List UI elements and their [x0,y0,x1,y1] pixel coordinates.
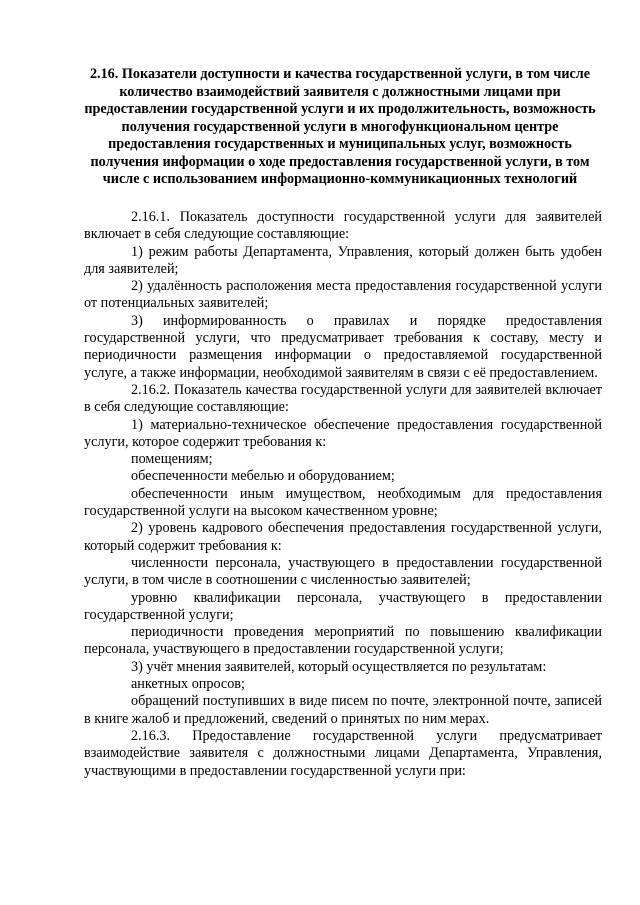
paragraph-2-16-2: 2.16.2. Показатель качества государственной услуги для заявителей включает в себя следующие составляющие: [84,381,602,416]
paragraph-2-16-3: 2.16.3. Предоставление государственной услуги предусматривает взаимодействие заявителя с должностными лицами Департамента, Управления, участвующими в предоставлении государственной услуги при: [84,727,602,779]
list-item-applicant-opinion: 3) учёт мнения заявителей, который осуществляется по результатам: [131,658,547,675]
list-item-informedness: 3) информированность о правилах и порядке предоставления государственной услуги, что предусматривает требования к составу, месту и периодичности размещения информации о предоставляемой государственной услуге, а также информации, необходимой заявителям в связи с её предоставлением. [84,312,602,381]
list-item-training-frequency: периодичности проведения мероприятий по повышению квалификации персонала, участвующего в предоставлении государственной услуги; [84,624,602,658]
list-item-appeals: обращений поступивших в виде писем по почте, электронной почте, записей в книге жалоб и предложений, сведений о принятых по ним мерах. [84,693,602,727]
section-body [84,209,602,780]
list-item-work-schedule: 1) режим работы Департамента, Управления, который должен быть удобен для заявителей; [84,243,602,277]
list-item-location-distance: 2) удалённость расположения места предоставления государственной услуги от потенциальных заявителей; [84,278,602,312]
list-item-surveys: анкетных опросов; [131,676,245,693]
list-item-premises: помещениям; [131,451,213,468]
list-item-staff-qualification: уровню квалификации персонала, участвующего в предоставлении государственной услуги; [84,589,602,623]
list-item-other-property: обеспеченности иным имуществом, необходимым для предоставления государственной услуги на высоком качественном уровне; [84,485,602,520]
list-item-furniture: обеспеченности мебелью и оборудованием; [131,468,395,485]
list-item-staff-count: численности персонала, участвующего в предоставлении государственной услуги, в том числе в соотношении с численностью заявителей; [84,554,602,589]
section-heading: 2.16. Показатели доступности и качества государственной услуги, в том числе количество взаимодействий заявителя с должностными лицами при предоставлении государственной услуги и их продолжительность, возможность получения государственной услуги в многофункциональном центре предоставления государственных и муниципальных услуг, возможность получения информации о ходе предоставления государственной услуги, в том числе с использованием информационно-коммуникационных технологий [84,66,596,187]
list-item-staffing-level: 2) уровень кадрового обеспечения предоставления государственной услуги, который содержит требования к: [84,520,602,554]
paragraph-2-16-1: 2.16.1. Показатель доступности государственной услуги для заявителей включает в себя следующие составляющие: [84,209,602,243]
list-item-material-support: 1) материально-техническое обеспечение предоставления государственной услуги, которое содержит требования к: [84,416,602,450]
